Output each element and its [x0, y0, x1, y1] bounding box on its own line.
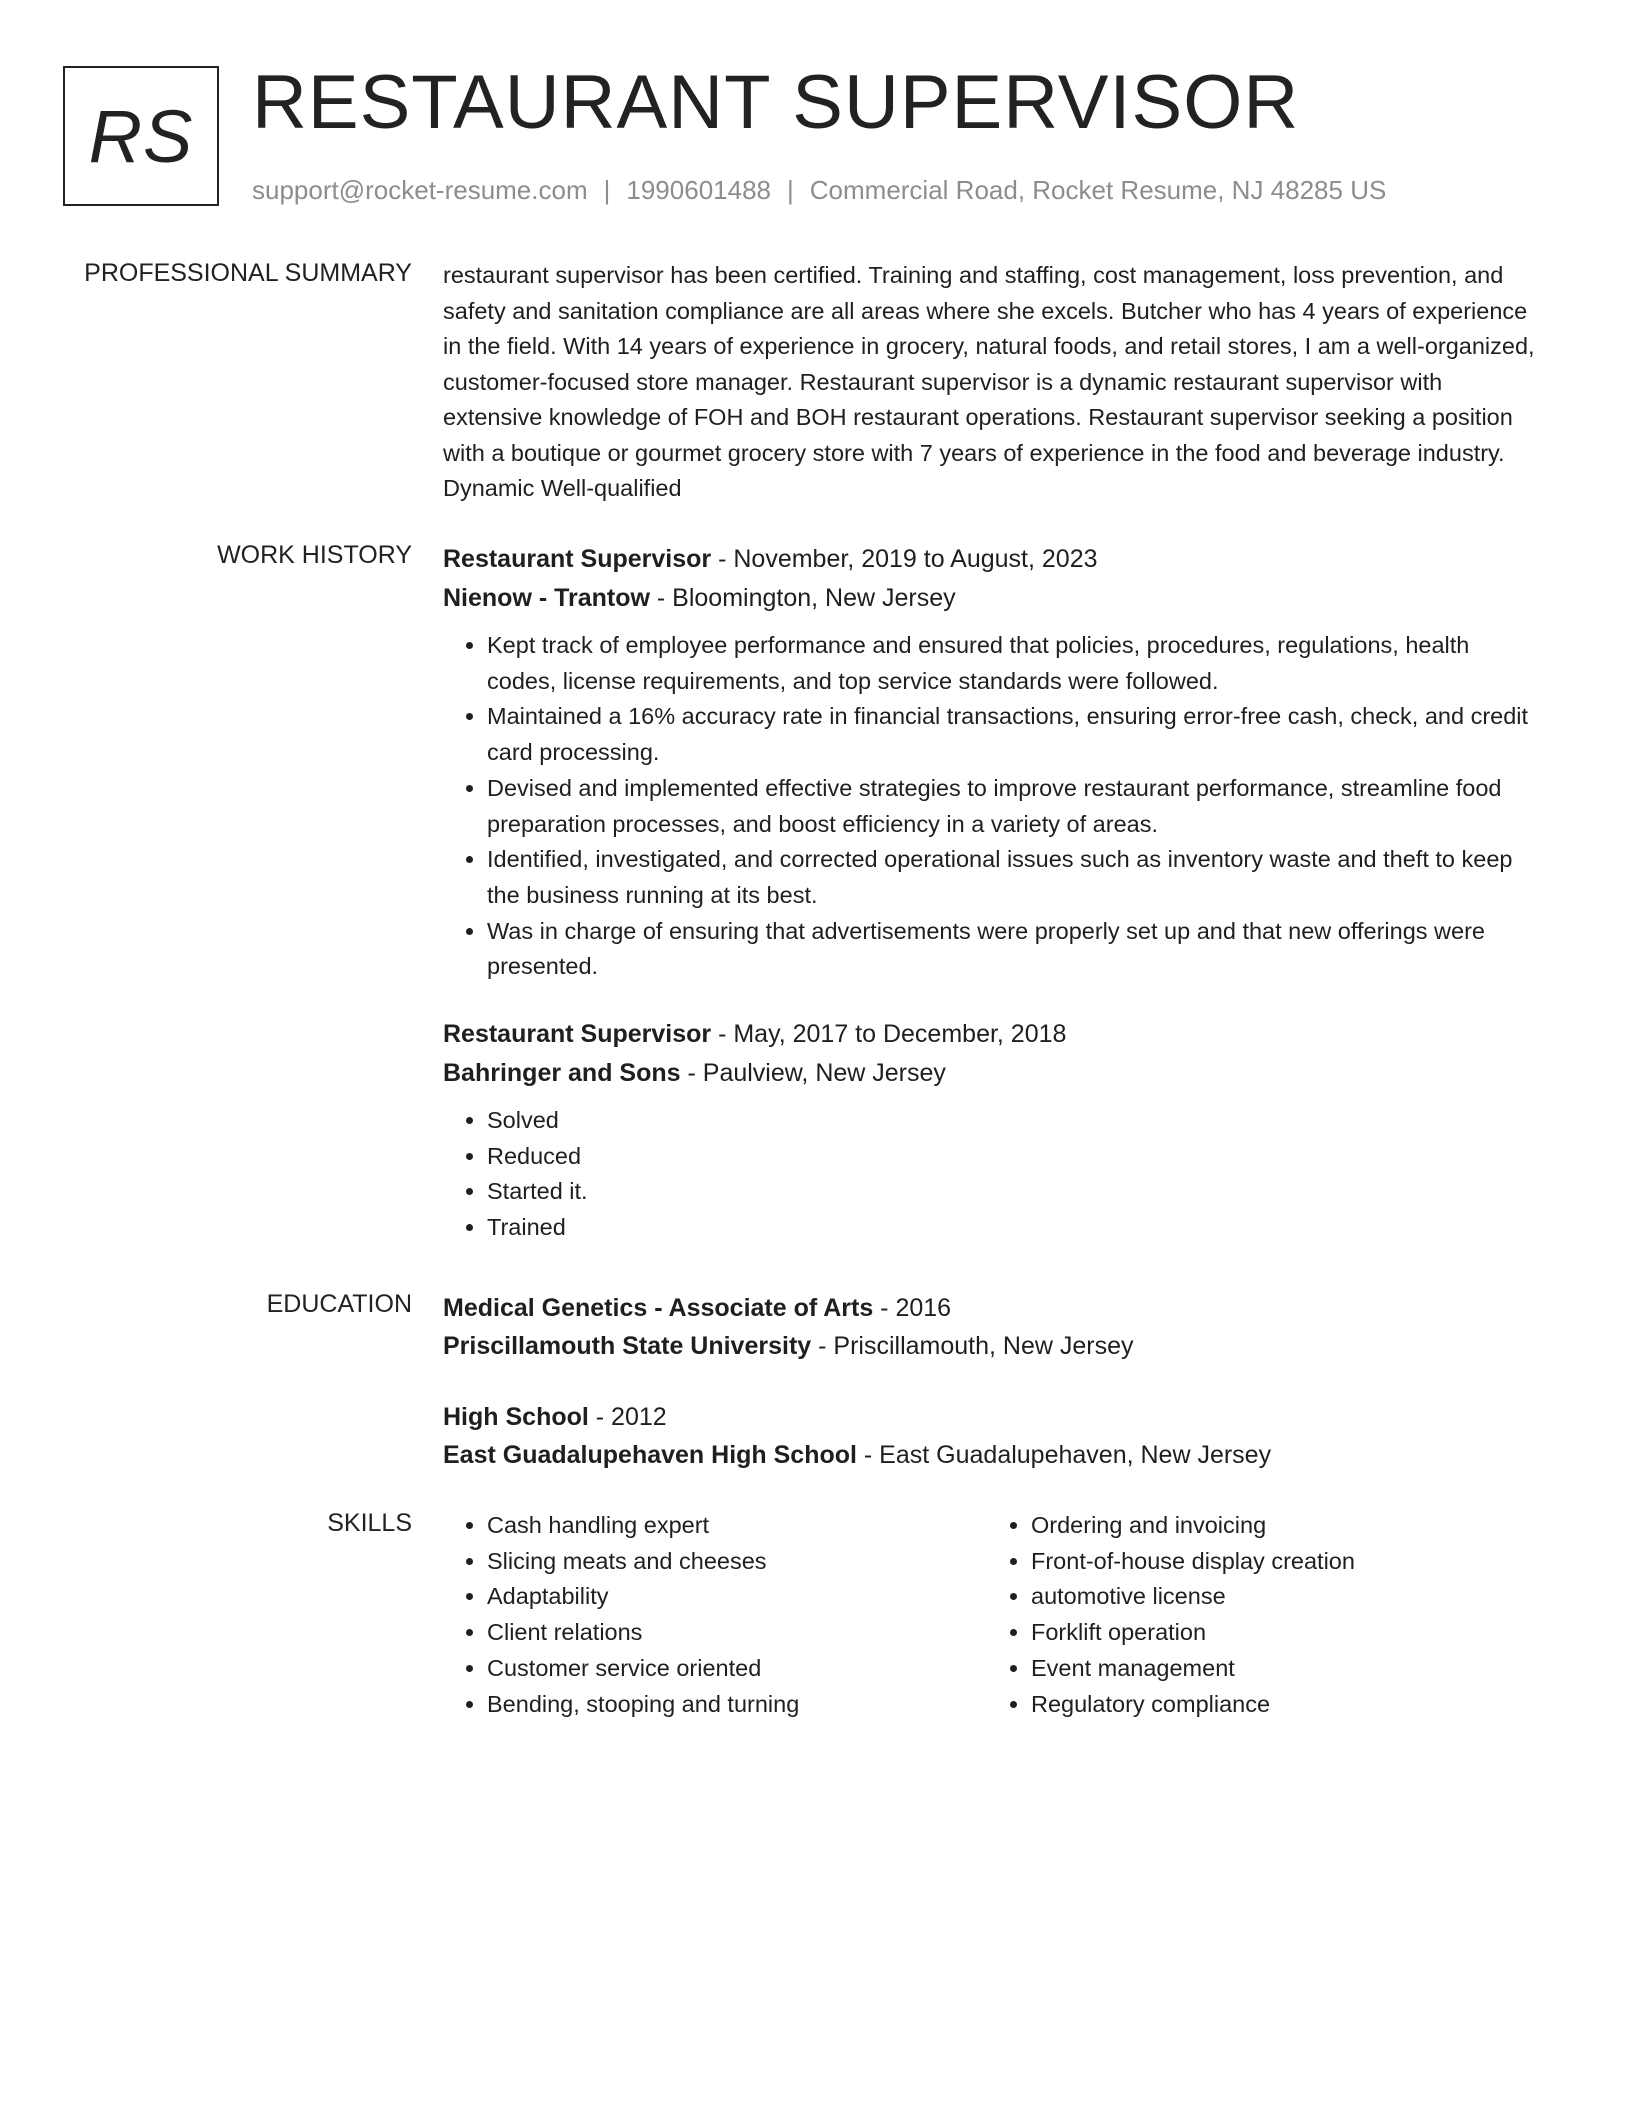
job-company: Bahringer and Sons — [443, 1059, 681, 1088]
job-dates: - May, 2017 to December, 2018 — [711, 1020, 1067, 1049]
skill-item: • Customer service oriented — [487, 1651, 987, 1687]
job-bullet: • Maintained a 16% accuracy rate in financial transactions, ensuring error-free cash, check, and credit card processing. — [487, 699, 1543, 770]
education-entry — [443, 1398, 1543, 1474]
job-bullet: • Reduced — [487, 1139, 1543, 1175]
job-bullet: • Kept track of employee performance and ensured that policies, procedures, regulations, health codes, license requirements, and top service standards were followed. — [487, 628, 1543, 699]
skills-list-right — [987, 1508, 1531, 1722]
job-bullet: • Identified, investigated, and corrected operational issues such as inventory waste and theft to keep the business running at its best. — [487, 842, 1543, 913]
job-bullet: • Solved — [487, 1103, 1543, 1139]
job-location: - Bloomington, New Jersey — [649, 584, 956, 612]
skill-item: • Ordering and invoicing — [1031, 1508, 1531, 1544]
job-title-line — [443, 1015, 1543, 1054]
summary-body — [443, 258, 1543, 507]
skill-item: • Slicing meats and cheeses — [487, 1544, 987, 1580]
education-school: East Guadalupehaven High School — [443, 1441, 857, 1469]
monogram-logo — [63, 66, 219, 206]
skill-item: • Cash handling expert — [487, 1508, 987, 1544]
contact-address: Commercial Road, Rocket Resume, NJ 48285 US — [809, 175, 1387, 205]
section-label-education: EDUCATION — [266, 1290, 412, 1318]
job-bullet: • Started it. — [487, 1174, 1543, 1210]
skill-item: • Client relations — [487, 1615, 987, 1651]
job-bullets — [443, 1103, 1543, 1246]
contact-separator: | — [603, 175, 611, 205]
education-school-line — [443, 1327, 1543, 1365]
job-company-line — [443, 1054, 1543, 1093]
job-company: Nienow - Trantow — [443, 584, 650, 612]
work-history-body — [443, 540, 1543, 1246]
education-entry — [443, 1289, 1543, 1365]
section-label-summary: PROFESSIONAL SUMMARY — [84, 259, 412, 287]
job-title: Restaurant Supervisor — [443, 545, 712, 573]
summary-text: restaurant supervisor has been certified. Training and staffing, cost management, loss prevention, and safety and sanitation compliance are all areas where she excels. Butcher who has 4 years of experience in the field. With 14 years of experience in grocery, natural foods, and retail stores, I am a well-organized, customer-focused store manager. Restaurant supervisor is a dynamic restaurant supervisor with extensive knowledge of FOH and BOH restaurant operations. Restaurant supervisor seeking a position with a boutique or gourmet grocery store with 7 years of experience in the food and beverage industry. Dynamic Well-qualified — [443, 262, 1535, 501]
job-entry — [443, 540, 1543, 985]
education-degree: Medical Genetics - Associate of Arts — [443, 1294, 874, 1322]
contact-line — [252, 174, 1386, 206]
resume-name: RESTAURANT SUPERVISOR — [252, 60, 1300, 145]
skill-item: • Bending, stooping and turning — [487, 1687, 987, 1723]
skill-item: • Front-of-house display creation — [1031, 1544, 1531, 1580]
monogram-text: RS — [88, 94, 194, 178]
education-body — [443, 1289, 1543, 1474]
skill-item: • Regulatory compliance — [1031, 1687, 1531, 1723]
skills-column-left — [443, 1508, 987, 1722]
job-bullet: • Trained — [487, 1210, 1543, 1246]
contact-email: support@rocket-resume.com — [252, 175, 588, 205]
job-bullets — [443, 628, 1543, 985]
education-school: Priscillamouth State University — [443, 1332, 812, 1360]
education-location: - East Guadalupehaven, New Jersey — [856, 1441, 1272, 1469]
job-company-line — [443, 579, 1543, 618]
skill-item: • Forklift operation — [1031, 1615, 1531, 1651]
job-dates: - November, 2019 to August, 2023 — [711, 545, 1098, 573]
section-label-skills: SKILLS — [327, 1509, 412, 1537]
job-entry — [443, 1015, 1543, 1246]
education-degree: High School — [443, 1403, 589, 1431]
education-degree-line — [443, 1398, 1543, 1436]
education-location: - Priscillamouth, New Jersey — [811, 1332, 1134, 1360]
job-location: - Paulview, New Jersey — [680, 1059, 946, 1088]
contact-phone: 1990601488 — [626, 175, 771, 205]
education-degree-line — [443, 1289, 1543, 1327]
section-label-work-history: WORK HISTORY — [217, 541, 412, 569]
job-title-line — [443, 540, 1543, 579]
skill-item: • Event management — [1031, 1651, 1531, 1687]
job-bullet: • Was in charge of ensuring that advertisements were properly set up and that new offerings were presented. — [487, 914, 1543, 985]
skill-item: • Adaptability — [487, 1579, 987, 1615]
skills-columns — [443, 1508, 1543, 1722]
job-title: Restaurant Supervisor — [443, 1020, 712, 1049]
education-year: - 2012 — [588, 1403, 667, 1431]
skills-column-right — [987, 1508, 1531, 1722]
education-year: - 2016 — [873, 1294, 952, 1322]
contact-separator: | — [787, 175, 794, 205]
job-bullet: • Devised and implemented effective strategies to improve restaurant performance, streamline food preparation processes, and boost efficiency in a variety of areas. — [487, 771, 1543, 842]
skill-item: • automotive license — [1031, 1579, 1531, 1615]
skills-list-left — [443, 1508, 987, 1722]
education-school-line — [443, 1436, 1543, 1474]
skills-body — [443, 1508, 1543, 1722]
